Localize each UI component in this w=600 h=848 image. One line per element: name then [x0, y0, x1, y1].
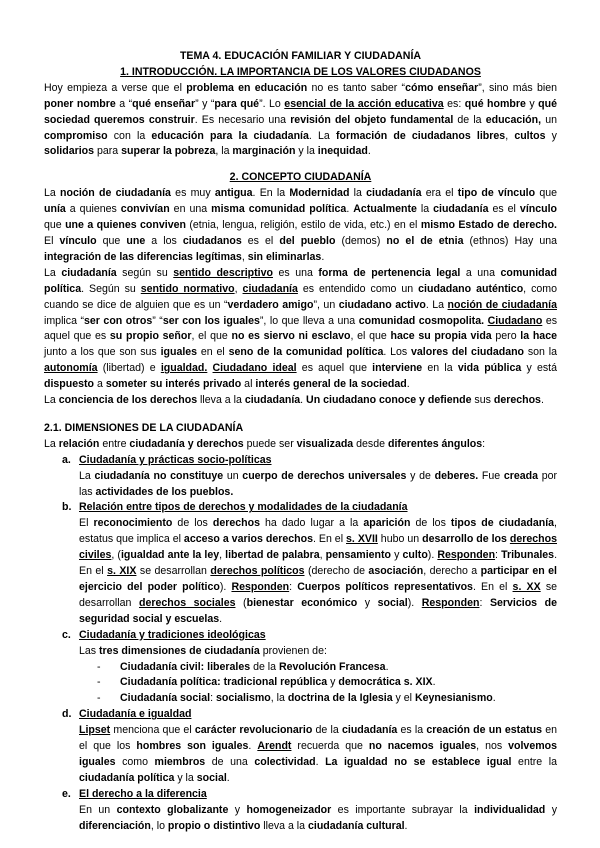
dimension-a-title: Ciudadanía y prácticas socio-políticas [79, 453, 272, 466]
dimension-a-body: La ciudadanía no constituye un cuerpo de derechos universales y de deberes. Fue creada por las actividades de los pueblos. [79, 469, 557, 498]
dimension-c-title-row [62, 628, 557, 644]
dimension-b-body: El reconocimiento de los derechos ha dado lugar a la aparición de los tipos de ciudadanía, estatus que implica el acceso a varios derechos. En el s. XVII hubo un desarrollo de los derechos civiles, (igualdad ante la ley, libertad de palabra, pensamiento y culto). Responden: Tribunales. En el s. XIX se desarrollan derechos políticos (derecho de asociación, derecho a participar en el ejercicio del poder político). Responden: Cuerpos políticos representativos. En el s. XX se desarrollan derechos sociales (bienestar económico y social). Responden: Servicios de seguridad social y escuelas. [79, 517, 558, 625]
dimension-e-title: El derecho a la diferencia [79, 787, 207, 800]
dimension-c-dash-1 [97, 660, 557, 676]
document-title: TEMA 4. EDUCACIÓN FAMILIAR Y CIUDADANÍA [179, 50, 422, 62]
section2-paragraph-3: La conciencia de los derechos lleva a la ciudadanía. Un ciudadano conoce y defiende sus derechos. [44, 394, 544, 407]
dash-bullet: - [97, 660, 101, 673]
section2-paragraph-1: La noción de ciudadanía es muy antigua. En la Modernidad la ciudadanía era el tipo de vínculo que unía a quienes convivían en una misma comunidad política. Actualmente la ciudadanía es el vínculo que une a quienes conviven (etnia, lengua, religión, estilo de vida, etc.) en el mismo Estado de derecho. El vínculo que une a los ciudadanos es el del pueblo (demos) no el de etnia (ethnos) Hay una integración de las diferencias legítimas, sin eliminarlas. [44, 187, 558, 263]
dimension-b-letter: b. [62, 501, 72, 514]
document-content [44, 49, 557, 835]
dimension-c-body: Las tres dimensiones de ciudadanía provienen de: [79, 644, 327, 657]
dimension-c-dash-3-text: Ciudadanía social: socialismo, la doctrina de la Iglesia y el Keynesianismo. [120, 692, 496, 705]
dimension-c [44, 628, 557, 708]
dimension-d-body: Lipset menciona que el carácter revolucionario de la ciudadanía es la creación de un estatus en el que los hombres son iguales. Arendt recuerda que no nacemos iguales, nos volvemos iguales como miembros de una colectividad. La igualdad no se establece igual entre la ciudadanía política y la social. [79, 724, 558, 784]
dimension-d-letter: d. [62, 708, 72, 721]
section2-heading: 2. CONCEPTO CIUDADANÍA [229, 171, 372, 184]
dimension-e-title-row [62, 787, 557, 803]
section1-heading: 1. INTRODUCCIÓN. LA IMPORTANCIA DE LOS VALORES CIUDADANOS [120, 65, 481, 78]
dimension-d [44, 707, 557, 787]
dimension-a [44, 453, 557, 501]
dimension-c-dash-2-text: Ciudadanía política: tradicional república y democrática s. XIX. [120, 676, 436, 689]
dash-bullet: - [97, 692, 101, 705]
dimension-b-title-row [62, 500, 557, 516]
section21-heading: 2.1. DIMENSIONES DE LA CIUDADANÍA [44, 421, 244, 434]
dimension-e-letter: e. [62, 787, 71, 800]
dimension-b [44, 500, 557, 627]
dimension-c-dash-1-text: Ciudadanía civil: liberales de la Revolución Francesa. [120, 660, 389, 673]
dash-bullet: - [97, 676, 101, 689]
dimension-a-title-row [62, 453, 557, 469]
dimension-d-title: Ciudadanía e igualdad [79, 708, 192, 721]
dimension-b-title: Relación entre tipos de derechos y modalidades de la ciudadanía [79, 501, 408, 514]
dimension-a-letter: a. [62, 453, 71, 466]
dimension-d-title-row [62, 707, 557, 723]
section21-intro: La relación entre ciudadanía y derechos puede ser visualizada desde diferentes ángulos: [44, 437, 486, 450]
dimension-e [44, 787, 557, 835]
dimension-c-dash-3 [97, 691, 557, 707]
section2-paragraph-2: La ciudadanía según su sentido descriptivo es una forma de pertenencia legal a una comunidad política. Según su sentido normativo, ciudadanía es entendido como un ciudadano auténtico, como cuando se dice de alguien que es un “verdadero amigo”, un ciudadano activo. La noción de ciudadanía implica “ser con otros” “ser con los iguales”, lo que lleva a una comunidad cosmopolita. Ciudadano es aquel que es su propio señor, el que no es siervo ni esclavo, el que hace su propia vida pero la hace junto a los que son sus iguales en el seno de la comunidad política. Los valores del ciudadano son la autonomía (libertad) e igualdad. Ciudadano ideal es aquel que interviene en la vida pública y está dispuesto a someter su interés privado al interés general de la sociedad. [44, 266, 558, 391]
section1-paragraph: Hoy empieza a verse que el problema en educación no es tanto saber “cómo enseñar”, sino más bien poner nombre a “qué enseñar” y “para qué”. Lo esencial de la acción educativa es: qué hombre y qué sociedad queremos construir. Es necesario una revisión del objeto fundamental de la educación, un compromiso con la educación para la ciudadanía. La formación de ciudadanos libres, cultos y solidarios para superar la pobreza, la marginación y la inequidad. [44, 81, 557, 158]
dimension-c-title: Ciudadanía y tradiciones ideológicas [79, 628, 266, 641]
dimension-e-body: En un contexto globalizante y homogeneizador es importante subrayar la individualidad y diferenciación, lo propio o distintivo lleva a la ciudadanía cultural. [79, 803, 557, 832]
dimension-c-dash-2 [97, 675, 557, 691]
dimension-c-letter: c. [62, 628, 71, 641]
